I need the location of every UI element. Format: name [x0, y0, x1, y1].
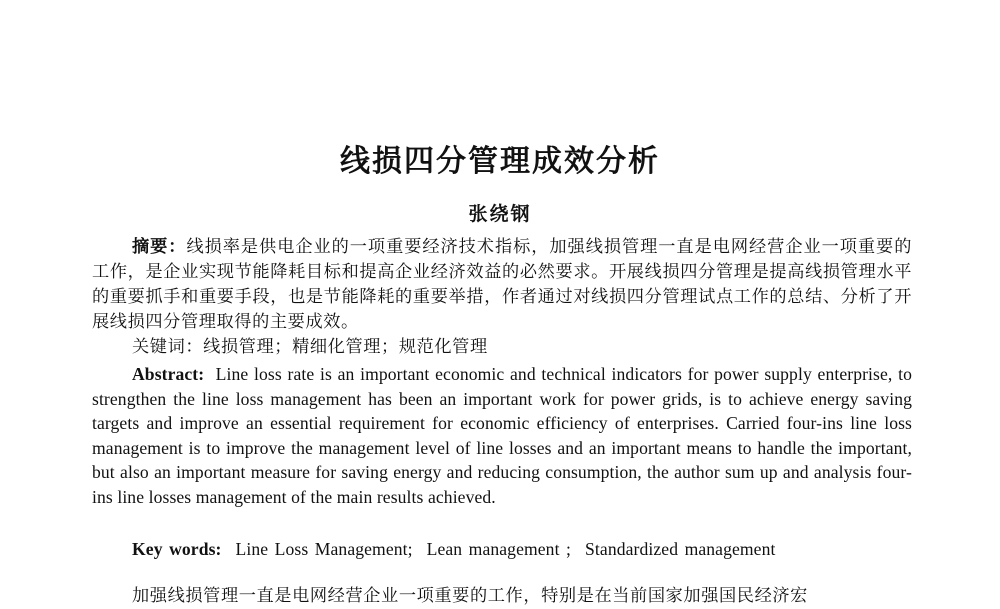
keywords-en-label: Key words:	[132, 539, 222, 559]
keywords-cn-text: 线损管理；精细化管理；规范化管理	[203, 337, 488, 357]
abstract-en-text: Line loss rate is an important economic and technical indicators for power supply enterprise, to strengthen the line loss management has been an important work for power grids, is to achieve energy saving targets and improve an essential requirement for economic efficiency of enterprises. Carried four-ins line loss management is to improve the management level of line losses and an important means to handle the important, but also an important measure for saving energy and reducing consumption, the author sum up and analysis four-ins line losses management of the main results achieved.	[92, 364, 912, 507]
keyword-en-2: Lean management ;	[426, 539, 572, 559]
abstract-cn	[92, 235, 912, 335]
abstract-en	[92, 362, 912, 509]
paper-title: 线损四分管理成效分析	[340, 144, 660, 179]
body-paragraph: 加强线损管理一直是电网经营企业一项重要的工作，特别是在当前国家加强国民经济宏	[132, 586, 808, 606]
keyword-en-3: Standardized management	[585, 539, 776, 559]
abstract-en-label: Abstract:	[132, 364, 205, 384]
keywords-cn-label: 关键词：	[132, 337, 204, 357]
keyword-en-1: Line Loss Management;	[235, 539, 413, 559]
keywords-en	[132, 537, 912, 562]
abstract-cn-label: 摘要：	[132, 237, 187, 257]
abstract-cn-text: 线损率是供电企业的一项重要经济技术指标，加强线损管理一直是电网经营企业一项重要的工作，是企业实现节能降耗目标和提高企业经济效益的必然要求。开展线损四分管理是提高线损管理水平的重要抓手和重要手段，也是节能降耗的重要举措，作者通过对线损四分管理试点工作的总结、分析了开展线损四分管理取得的主要成效。	[92, 237, 912, 332]
keywords-cn	[92, 335, 912, 360]
paper-author: 张绕钢	[468, 203, 532, 225]
